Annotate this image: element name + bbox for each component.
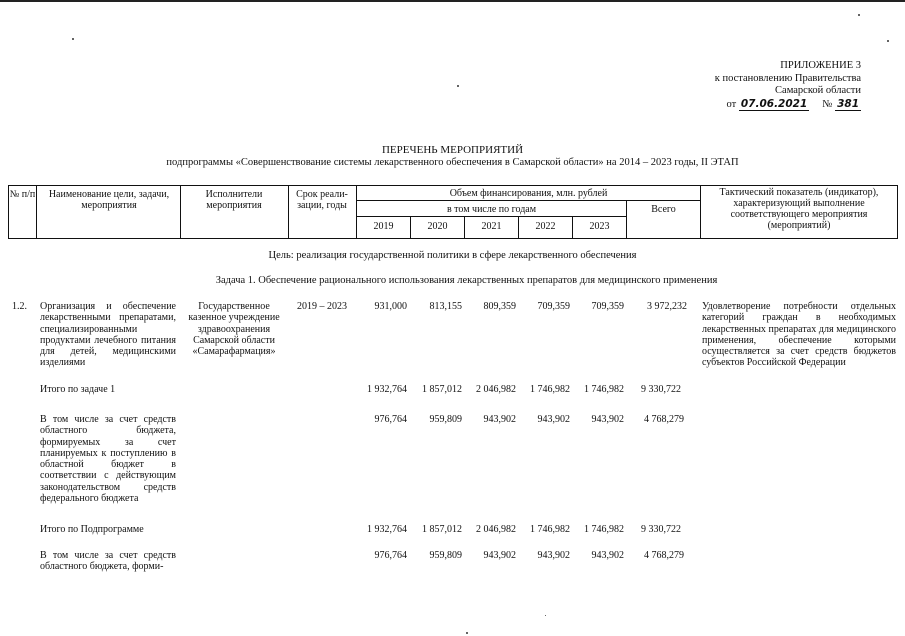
header-year: 2020	[427, 221, 448, 232]
header-year: 2022	[535, 221, 556, 232]
row-num: 1.2.	[12, 301, 27, 312]
row-name: В том числе за счет средств областного бюджета, форми-	[40, 550, 176, 573]
row-value: 1 932,764	[367, 524, 407, 535]
appendix-region: Самарской области	[775, 85, 861, 96]
goal-heading: Цель: реализация государственной политики в сфере лекарственного обеспечения	[268, 250, 637, 261]
row-value: 2 046,982	[476, 524, 516, 535]
row-value: 943,902	[483, 414, 516, 425]
row-value: 943,902	[591, 550, 624, 561]
row-value: 1 857,012	[422, 384, 462, 395]
document-title: ПЕРЕЧЕНЬ МЕРОПРИЯТИЙ	[381, 144, 524, 156]
col-divider	[897, 185, 898, 239]
row-value: 976,764	[374, 414, 407, 425]
row-name: Организация и обеспечение лекарственными препаратами, специализированными продуктами лечебного питания для детей, медицинскими изделиями	[40, 301, 176, 369]
col-divider	[180, 185, 181, 239]
header-name: Наименование цели, задачи, мероприятия	[48, 189, 170, 211]
row-exec: Государственное казенное учреждение здравоохранения Самарской области «Самарафармация»	[188, 301, 280, 358]
scan-speck	[858, 14, 860, 16]
scan-speck	[72, 38, 74, 40]
row-value: 1 746,982	[584, 384, 624, 395]
table-border-top	[8, 185, 898, 186]
row-total: 9 330,722	[641, 384, 681, 395]
row-value: 943,902	[483, 550, 516, 561]
appendix-decree: к постановлению Правительства	[714, 72, 861, 84]
row-value: 931,000	[374, 301, 407, 312]
page-top-edge	[0, 0, 905, 2]
row-name: Итого по Подпрограмме	[40, 524, 144, 535]
scan-speck	[545, 615, 546, 616]
appendix-title: ПРИЛОЖЕНИЕ 3	[780, 60, 861, 71]
row-name: В том числе за счет средств областного бюджета, формируемых за счет планируемых к поступлению в областной бюджет в соответствии с действующим законодательством средств федерального бюджета	[40, 414, 176, 505]
decree-date: 07.06.2021	[740, 97, 808, 110]
funding-divider	[356, 200, 700, 201]
row-value: 959,809	[429, 414, 462, 425]
header-total: Всего	[651, 204, 676, 215]
col-divider	[288, 185, 289, 239]
scan-speck	[466, 632, 468, 634]
row-total: 4 768,279	[644, 550, 684, 561]
row-value: 943,902	[537, 414, 570, 425]
header-year: 2023	[589, 221, 610, 232]
row-value: 1 746,982	[530, 524, 570, 535]
row-value: 943,902	[537, 550, 570, 561]
document-subtitle: подпрограммы «Совершенствование системы лекарственного обеспечения в Самарской области» на 2014 – 2023 годы, II ЭТАП	[166, 157, 739, 168]
table-border-bottom	[8, 238, 898, 239]
row-value: 709,359	[591, 301, 624, 312]
appendix-block	[715, 60, 861, 111]
header-exec: Исполнители мероприятия	[205, 189, 263, 211]
task-heading: Задача 1. Обеспечение рационального использования лекарственных препаратов для медицинского применения	[215, 275, 718, 286]
row-value: 976,764	[374, 550, 407, 561]
row-value: 813,155	[429, 301, 462, 312]
col-divider	[700, 185, 701, 239]
header-year: 2021	[481, 221, 502, 232]
row-value: 809,359	[483, 301, 516, 312]
header-term: Срок реали-зации, годы	[296, 189, 348, 211]
scan-speck	[887, 40, 889, 42]
header-year: 2019	[373, 221, 394, 232]
row-indicator: Удовлетворение потребности отдельных категорий граждан в необходимых лекарственных препаратах для медицинского применения, обеспечение которыми осуществляется за счет средств бюджетов субъектов Российской Федерации	[702, 301, 896, 369]
scan-speck	[457, 85, 459, 87]
header-indicator: Тактический показатель (индикатор), характеризующий выполнение соответствующего мероприятия (мероприятий)	[719, 187, 879, 231]
row-total: 9 330,722	[641, 524, 681, 535]
row-value: 2 046,982	[476, 384, 516, 395]
row-value: 709,359	[537, 301, 570, 312]
row-value: 943,902	[591, 414, 624, 425]
decree-number: 381	[837, 97, 859, 110]
row-value: 1 932,764	[367, 384, 407, 395]
years-divider	[356, 216, 626, 217]
col-divider	[36, 185, 37, 239]
header-by-years: в том числе по годам	[446, 204, 537, 215]
appendix-date-line: от 07.06.2021 № 381	[726, 97, 859, 110]
row-total: 3 972,232	[647, 301, 687, 312]
header-funding: Объем финансирования, млн. рублей	[449, 188, 608, 199]
row-value: 959,809	[429, 550, 462, 561]
row-term: 2019 – 2023	[297, 301, 347, 312]
row-value: 1 746,982	[530, 384, 570, 395]
row-value: 1 857,012	[422, 524, 462, 535]
row-value: 1 746,982	[584, 524, 624, 535]
header-num: № п/п	[9, 189, 36, 200]
row-name: Итого по задаче 1	[40, 384, 116, 395]
row-total: 4 768,279	[644, 414, 684, 425]
